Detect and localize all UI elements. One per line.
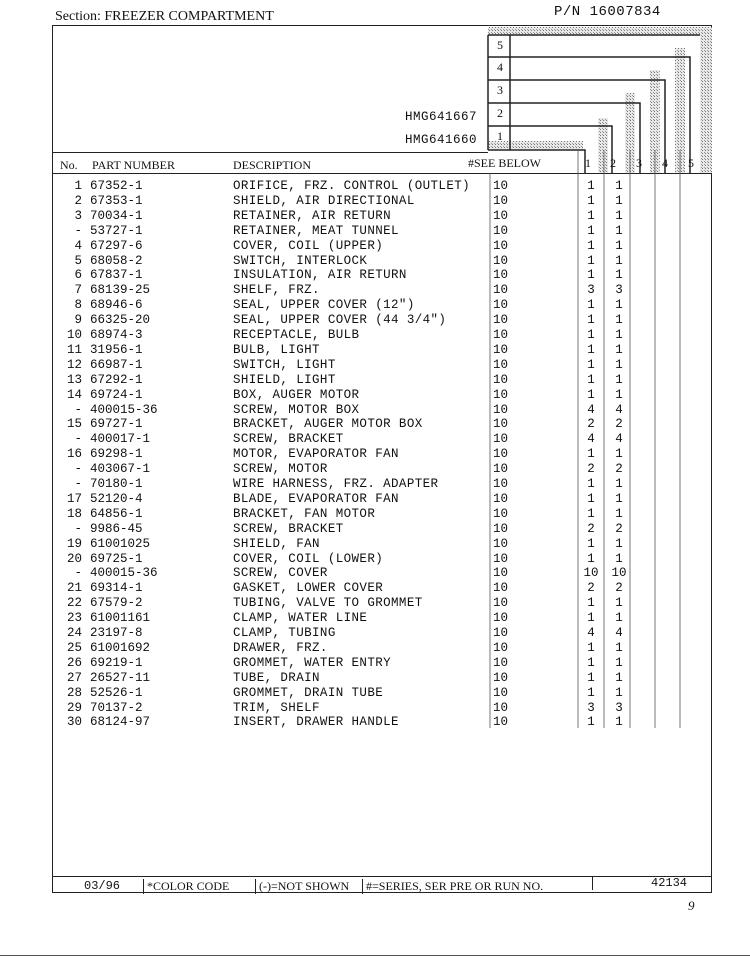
quantity-series-1: 4 [587,626,595,640]
quantity-series-1: 1 [587,208,595,223]
part-number: 68139-25 [90,283,151,298]
quantity-series-2: 1 [615,179,623,193]
column-header-description: DESCRIPTION [233,158,312,172]
table-row [0,715,750,730]
series-ref: 10 [493,432,509,447]
part-number: 69219-1 [90,655,143,670]
item-number: 18 [66,506,82,521]
quantity-series-1: 1 [587,670,595,685]
series-ref: 10 [493,521,509,536]
item-number: 21 [66,581,82,596]
quantity-series-2: 1 [615,208,623,223]
table-row [0,432,750,447]
part-number: 67837-1 [90,268,143,283]
part-number: 69314-1 [90,581,143,596]
series-ref: 10 [493,477,509,491]
description: SCREW, MOTOR BOX [233,402,360,417]
item-number: 15 [66,417,82,432]
quantity-series-2: 1 [615,655,623,670]
series-ref: 10 [493,700,509,715]
quantity-series-1: 1 [587,328,595,342]
series-ref: 10 [493,387,509,402]
item-number: 1 [74,179,82,193]
item-number: - [74,402,82,417]
quantity-series-1: 2 [587,581,595,596]
item-number: 14 [66,387,82,402]
quantity-series-1: 1 [587,223,595,238]
table-row [0,194,750,209]
quantity-series-2: 4 [615,432,623,447]
table-row [0,492,750,507]
description: RECEPTACLE, BULB [233,328,360,342]
part-number: 67353-1 [90,193,143,208]
quantity-series-2: 4 [615,402,623,417]
table-row [0,507,750,522]
table-row [0,388,750,403]
item-number: 27 [66,670,82,685]
series-number: 3 [497,83,503,97]
table-row [0,596,750,611]
table-row [0,373,750,388]
series-number: 2 [497,106,503,120]
quantity-series-2: 2 [615,462,623,477]
item-number: 13 [66,372,82,387]
series-ref: 10 [493,670,509,685]
description: SWITCH, INTERLOCK [233,253,368,268]
quantity-series-2: 2 [615,581,623,596]
series-ref: 10 [493,268,509,283]
description: TUBE, DRAIN [233,670,320,685]
series-number: 1 [497,129,503,143]
item-number: 17 [66,491,82,506]
description: TUBING, VALVE TO GROMMET [233,596,423,611]
series-ref: 10 [493,491,509,506]
quantity-series-2: 2 [615,417,623,432]
column-header-series-4: 4 [662,156,668,170]
description: ORIFICE, FRZ. CONTROL (OUTLET) [233,179,471,193]
page-bottom-rule [0,955,750,956]
description: SCREW, BRACKET [233,432,344,447]
item-number: 28 [66,685,82,700]
quantity-series-2: 2 [615,521,623,536]
series-ref: 10 [493,715,509,730]
quantity-series-1: 3 [587,700,595,715]
item-number: 22 [66,596,82,611]
quantity-series-2: 3 [615,283,623,298]
quantity-series-2: 1 [615,298,623,313]
quantity-series-2: 1 [615,253,623,268]
item-number: 5 [74,253,82,268]
column-header-series-2: 2 [610,156,616,170]
series-ref: 10 [493,372,509,387]
description: BULB, LIGHT [233,342,320,357]
quantity-series-2: 1 [615,685,623,700]
item-number: - [74,462,82,477]
part-number: 64856-1 [90,506,143,521]
quantity-series-1: 2 [587,462,595,477]
table-row [0,447,750,462]
table-row [0,641,750,656]
series-ref: 10 [493,611,509,626]
quantity-series-1: 1 [587,268,595,283]
quantity-series-1: 1 [587,655,595,670]
quantity-series-2: 1 [615,328,623,342]
part-number: 68058-2 [90,253,143,268]
part-number: 53727-1 [90,223,143,238]
item-number: 26 [66,655,82,670]
part-number: 61001025 [90,536,151,551]
description: SHIELD, AIR DIRECTIONAL [233,193,415,208]
table-row [0,462,750,477]
description: BOX, AUGER MOTOR [233,387,360,402]
quantity-series-2: 1 [615,223,623,238]
item-number: - [74,566,82,581]
description: SHIELD, LIGHT [233,372,336,387]
series-ref: 10 [493,342,509,357]
quantity-series-2: 1 [615,447,623,462]
description: GROMMET, DRAIN TUBE [233,685,384,700]
description: SCREW, COVER [233,566,328,581]
description: MOTOR, EVAPORATOR FAN [233,447,399,462]
column-header-part-number: PART NUMBER [92,158,175,172]
model-number: HMG641660 [405,133,478,147]
quantity-series-2: 1 [615,477,623,491]
table-row [0,671,750,686]
part-number: 67579-2 [90,596,143,611]
series-ref: 10 [493,596,509,611]
footer-date: 03/96 [84,879,121,893]
series-ref: 10 [493,506,509,521]
quantity-series-1: 1 [587,253,595,268]
footer-color-code: *COLOR CODE [143,879,229,894]
quantity-series-2: 1 [615,611,623,626]
quantity-series-1: 1 [587,640,595,655]
table-row [0,566,750,581]
item-number: 10 [66,328,82,342]
quantity-series-2: 1 [615,238,623,253]
quantity-series-2: 1 [615,491,623,506]
item-number: - [74,223,82,238]
page-mark: 9 [688,898,695,913]
description: TRIM, SHELF [233,700,320,715]
quantity-series-1: 1 [587,715,595,730]
description: SHELF, FRZ. [233,283,320,298]
description: BRACKET, AUGER MOTOR BOX [233,417,423,432]
footer-series-note: #=SERIES, SER PRE OR RUN NO. [362,879,543,894]
description: COVER, COIL (LOWER) [233,551,384,566]
description: SCREW, MOTOR [233,462,328,477]
description: CLAMP, TUBING [233,626,336,640]
series-ref: 10 [493,283,509,298]
table-row [0,403,750,418]
item-number: 6 [74,268,82,283]
description: SEAL, UPPER COVER (12") [233,298,415,313]
description: GROMMET, WATER ENTRY [233,655,392,670]
series-ref: 10 [493,238,509,253]
quantity-series-1: 1 [587,596,595,611]
table-row [0,254,750,269]
part-number: 67297-6 [90,238,143,253]
series-ref: 10 [493,208,509,223]
part-number: 69298-1 [90,447,143,462]
table-row [0,313,750,328]
table-row [0,611,750,626]
column-header-series-3: 3 [636,156,642,170]
item-number: 8 [74,298,82,313]
quantity-series-1: 1 [587,313,595,328]
part-number: 70034-1 [90,208,143,223]
quantity-series-2: 1 [615,268,623,283]
quantity-series-2: 1 [615,551,623,566]
column-header-no: No. [60,158,78,172]
series-number: 4 [497,60,503,74]
section-label: Section: FREEZER COMPARTMENT [55,9,274,24]
part-number: 68974-3 [90,328,143,342]
series-ref: 10 [493,536,509,551]
series-ref: 10 [493,402,509,417]
series-ref: 10 [493,685,509,700]
description: COVER, COIL (UPPER) [233,238,384,253]
item-number: 3 [74,208,82,223]
series-ref: 10 [493,328,509,342]
quantity-series-1: 1 [587,551,595,566]
item-number: - [74,477,82,491]
item-number: 16 [66,447,82,462]
table-row [0,701,750,716]
series-ref: 10 [493,551,509,566]
table-row [0,343,750,358]
series-ref: 10 [493,462,509,477]
quantity-series-1: 1 [587,685,595,700]
quantity-series-1: 1 [587,298,595,313]
item-number: 11 [66,342,82,357]
quantity-series-2: 4 [615,626,623,640]
quantity-series-1: 1 [587,342,595,357]
quantity-series-1: 1 [587,179,595,193]
series-ref: 10 [493,566,509,581]
description: GASKET, LOWER COVER [233,581,384,596]
part-number: 403067-1 [90,462,151,477]
column-header-series-5: 5 [688,156,694,170]
description: BRACKET, FAN MOTOR [233,506,376,521]
part-number: 69725-1 [90,551,143,566]
series-ref: 10 [493,626,509,640]
quantity-series-2: 10 [611,566,627,581]
item-number: 12 [66,357,82,372]
table-row [0,209,750,224]
quantity-series-1: 1 [587,611,595,626]
description: DRAWER, FRZ. [233,640,328,655]
table-row [0,417,750,432]
part-number: 400015-36 [90,402,158,417]
quantity-series-2: 1 [615,387,623,402]
column-header-see-below: #SEE BELOW [468,156,541,170]
series-ref: 10 [493,313,509,328]
quantity-series-2: 1 [615,506,623,521]
item-number: 29 [66,700,82,715]
description: SHIELD, FAN [233,536,320,551]
part-number: 70180-1 [90,477,143,491]
quantity-series-2: 1 [615,342,623,357]
footer-not-shown: (-)=NOT SHOWN [255,879,349,894]
table-row [0,239,750,254]
table-row [0,224,750,239]
table-row [0,537,750,552]
description: SWITCH, LIGHT [233,357,336,372]
quantity-series-1: 1 [587,506,595,521]
part-number: 69727-1 [90,417,143,432]
part-number: 52526-1 [90,685,143,700]
quantity-series-1: 1 [587,193,595,208]
table-row [0,522,750,537]
series-ref: 10 [493,193,509,208]
part-number-label: P/N 16007834 [554,4,661,20]
part-number: 67292-1 [90,372,143,387]
part-number: 26527-11 [90,670,151,685]
series-ref: 10 [493,223,509,238]
part-number: 52120-4 [90,491,143,506]
item-number: 24 [66,626,82,640]
part-number: 67352-1 [90,179,143,193]
series-ref: 10 [493,581,509,596]
quantity-series-1: 4 [587,432,595,447]
part-number: 61001692 [90,640,151,655]
quantity-series-1: 1 [587,238,595,253]
item-number: 7 [74,283,82,298]
item-number: 23 [66,611,82,626]
quantity-series-2: 1 [615,640,623,655]
item-number: 4 [74,238,82,253]
description: INSERT, DRAWER HANDLE [233,715,399,730]
table-row [0,179,750,194]
part-number: 70137-2 [90,700,143,715]
quantity-series-1: 1 [587,387,595,402]
description: CLAMP, WATER LINE [233,611,368,626]
quantity-series-1: 1 [587,372,595,387]
item-number: 25 [66,640,82,655]
quantity-series-2: 3 [615,700,623,715]
part-number: 9986-45 [90,521,143,536]
description: BLADE, EVAPORATOR FAN [233,491,399,506]
series-ref: 10 [493,298,509,313]
quantity-series-2: 1 [615,536,623,551]
description: RETAINER, MEAT TUNNEL [233,223,399,238]
item-number: 20 [66,551,82,566]
quantity-series-2: 1 [615,313,623,328]
series-ref: 10 [493,447,509,462]
item-number: 2 [74,193,82,208]
description: SCREW, BRACKET [233,521,344,536]
part-number: 400015-36 [90,566,158,581]
item-number: - [74,432,82,447]
model-number: HMG641667 [405,110,478,124]
series-ref: 10 [493,655,509,670]
table-row [0,626,750,641]
part-number: 68946-6 [90,298,143,313]
table-row [0,358,750,373]
footer-document-number: 42134 [592,876,687,890]
quantity-series-1: 1 [587,491,595,506]
table-row [0,656,750,671]
quantity-series-1: 1 [587,447,595,462]
quantity-series-2: 1 [615,193,623,208]
description: WIRE HARNESS, FRZ. ADAPTER [233,477,439,491]
quantity-series-1: 3 [587,283,595,298]
column-header-series-1: 1 [585,156,591,170]
quantity-series-1: 1 [587,357,595,372]
quantity-series-1: 1 [587,477,595,491]
quantity-series-2: 1 [615,596,623,611]
table-row [0,328,750,343]
item-number: 9 [74,313,82,328]
quantity-series-2: 1 [615,670,623,685]
table-row [0,283,750,298]
part-number: 31956-1 [90,342,143,357]
series-ref: 10 [493,253,509,268]
quantity-series-1: 2 [587,417,595,432]
item-number: 19 [66,536,82,551]
description: RETAINER, AIR RETURN [233,208,392,223]
item-number: 30 [66,715,82,730]
description: INSULATION, AIR RETURN [233,268,407,283]
table-row [0,268,750,283]
table-row [0,298,750,313]
part-number: 66987-1 [90,357,143,372]
description: SEAL, UPPER COVER (44 3/4") [233,313,447,328]
quantity-series-2: 1 [615,715,623,730]
quantity-series-2: 1 [615,357,623,372]
series-ref: 10 [493,417,509,432]
quantity-series-1: 1 [587,536,595,551]
quantity-series-1: 2 [587,521,595,536]
series-ref: 10 [493,357,509,372]
table-row [0,581,750,596]
table-row [0,477,750,492]
table-row [0,686,750,701]
part-number: 400017-1 [90,432,151,447]
quantity-series-1: 10 [583,566,599,581]
part-number: 23197-8 [90,626,143,640]
part-number: 61001161 [90,611,151,626]
quantity-series-1: 4 [587,402,595,417]
part-number: 66325-20 [90,313,151,328]
item-number: - [74,521,82,536]
part-number: 68124-97 [90,715,151,730]
quantity-series-2: 1 [615,372,623,387]
series-number: 5 [497,38,503,52]
table-row [0,552,750,567]
series-ref: 10 [493,640,509,655]
series-ref: 10 [493,179,509,193]
part-number: 69724-1 [90,387,143,402]
